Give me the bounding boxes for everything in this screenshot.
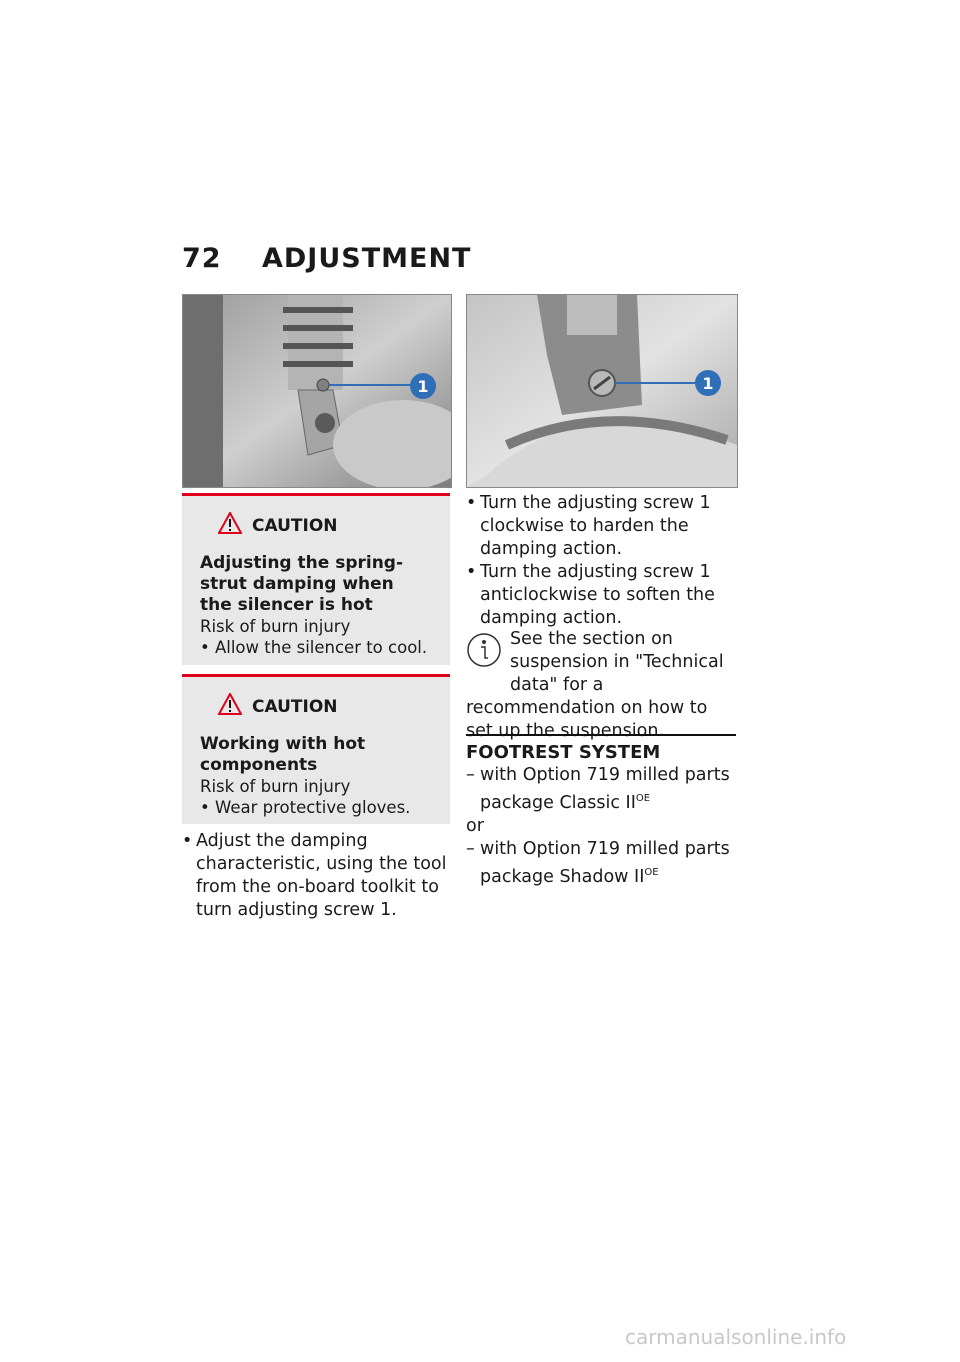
caution-action: • Wear protective gloves. [200, 798, 411, 817]
section-title: FOOTREST SYSTEM [466, 734, 736, 763]
option-text: with Option 719 milled parts package Classic II [480, 765, 730, 813]
left-steps [182, 830, 454, 922]
caution-box-silencer [182, 493, 450, 665]
oe-badge: OE [644, 866, 659, 878]
figure-left-callout: 1 [417, 377, 429, 396]
right-steps [466, 492, 738, 630]
list-item [466, 838, 738, 889]
oe-badge: OE [635, 793, 651, 804]
footrest-options [466, 764, 738, 889]
page-header [182, 243, 471, 274]
caution-heading: Adjusting the spring-strut damping when the silencer is hot [200, 553, 404, 615]
watermark: carmanualsonline.info [625, 1325, 847, 1349]
warning-triangle-icon [218, 693, 242, 720]
warning-triangle-icon [218, 512, 242, 539]
page-number: 72 [182, 243, 222, 274]
caution-heading: Working with hot components [200, 734, 366, 775]
or-text: or [466, 815, 484, 836]
caution-box-hot-components [182, 674, 450, 824]
caution-title: CAUTION [252, 515, 338, 536]
info-note [466, 628, 738, 743]
figure-spring-strut [182, 294, 452, 488]
list-item: • Turn the adjusting screw 1 anticlockwise to soften the damping action. [466, 561, 738, 630]
info-note-text: See the section on suspension in "Technical data" for a recommendation on how to set up the suspension. [466, 629, 724, 741]
option-text: with Option 719 milled parts package Shadow II [480, 838, 730, 887]
figure-adjusting-screw [466, 294, 738, 488]
list-item: • Turn the adjusting screw 1 clockwise to harden the damping action. [466, 492, 738, 561]
figure-right-callout: 1 [702, 374, 714, 393]
caution-title: CAUTION [252, 696, 338, 717]
list-item [466, 764, 738, 815]
caution-risk: Risk of burn injury [200, 617, 351, 636]
page-title: ADJUSTMENT [262, 243, 472, 274]
caution-risk: Risk of burn injury [200, 777, 351, 796]
list-item: • Adjust the damping characteristic, using the tool from the on-board toolkit to turn adjusting screw 1. [182, 830, 454, 922]
info-icon [466, 632, 502, 675]
caution-action: • Allow the silencer to cool. [200, 638, 428, 657]
